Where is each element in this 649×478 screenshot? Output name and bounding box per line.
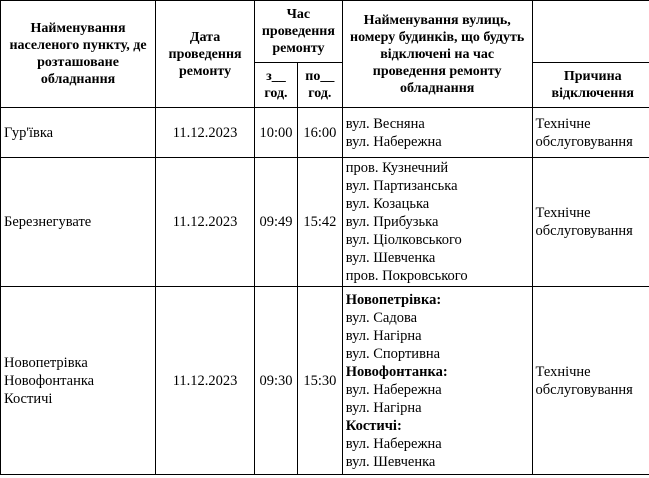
streets-cell bbox=[342, 158, 532, 287]
reason-cell bbox=[532, 158, 649, 287]
street-line: вул. Спортивна bbox=[345, 345, 441, 362]
table-row bbox=[1, 158, 649, 287]
reason-cell bbox=[532, 287, 649, 475]
settlement-line: Новопетрівка bbox=[4, 354, 88, 371]
header-time-to: по__ год. bbox=[297, 63, 342, 108]
reason-line: Технічне bbox=[535, 115, 591, 132]
settlement-subheading: Костичі: bbox=[345, 417, 402, 434]
header-time-group: Час проведення ремонту bbox=[255, 1, 343, 63]
street-line: пров. Покровського bbox=[345, 268, 468, 284]
time-from-cell: 09:30 bbox=[255, 287, 298, 475]
table-row bbox=[1, 287, 649, 475]
date-cell: 11.12.2023 bbox=[156, 158, 255, 287]
street-line: вул. Шевченка bbox=[345, 250, 436, 266]
header-reason: Причина відключення bbox=[532, 63, 649, 108]
time-from-cell: 09:49 bbox=[255, 158, 298, 287]
street-line: вул. Козацька bbox=[345, 196, 430, 212]
settlement-line: Костичі bbox=[4, 390, 53, 407]
streets-cell bbox=[342, 287, 532, 475]
table-body bbox=[1, 108, 649, 475]
time-to-cell: 15:30 bbox=[297, 287, 342, 475]
reason-cell bbox=[532, 108, 649, 158]
street-line: вул. Нагірна bbox=[345, 399, 422, 416]
settlement-subheading: Новофонтанка: bbox=[345, 363, 448, 380]
header-streets: Найменування вулиць, номеру будинків, що будуть відключені на час проведення ремонту обладнання bbox=[342, 1, 532, 108]
reason-line: Технічне bbox=[535, 205, 591, 221]
settlement-cell bbox=[1, 108, 156, 158]
date-cell: 11.12.2023 bbox=[156, 108, 255, 158]
street-line: вул. Набережна bbox=[345, 435, 442, 452]
street-line: вул. Ціолковського bbox=[345, 232, 462, 248]
settlement-cell bbox=[1, 158, 156, 287]
street-line: вул. Набережна bbox=[345, 381, 442, 398]
header-reason-spacer bbox=[532, 1, 649, 63]
header-settlement: Найменування населеного пункту, де розташоване обладнання bbox=[1, 1, 156, 108]
streets-cell bbox=[342, 108, 532, 158]
settlement-line: Новофонтанка bbox=[4, 372, 95, 389]
reason-line: обслуговування bbox=[535, 381, 633, 398]
header-date: Дата проведення ремонту bbox=[156, 1, 255, 108]
street-line: вул. Весняна bbox=[345, 115, 425, 132]
reason-line: обслуговування bbox=[535, 223, 633, 239]
street-line: пров. Кузнечний bbox=[345, 160, 449, 176]
table-row bbox=[1, 108, 649, 158]
settlement-subheading: Новопетрівка: bbox=[345, 291, 442, 308]
street-line: вул. Набережна bbox=[345, 133, 442, 150]
reason-line: обслуговування bbox=[535, 133, 633, 150]
settlement-cell bbox=[1, 287, 156, 475]
settlement-line: Березнегувате bbox=[4, 214, 92, 230]
street-line: вул. Прибузька bbox=[345, 214, 439, 230]
date-cell: 11.12.2023 bbox=[156, 287, 255, 475]
header-time-from: з__ год. bbox=[255, 63, 298, 108]
time-to-cell: 15:42 bbox=[297, 158, 342, 287]
street-line: вул. Шевченка bbox=[345, 453, 436, 470]
street-line: вул. Нагірна bbox=[345, 327, 422, 344]
time-from-cell: 10:00 bbox=[255, 108, 298, 158]
street-line: вул. Садова bbox=[345, 309, 418, 326]
street-line: вул. Партизанська bbox=[345, 178, 458, 194]
time-to-cell: 16:00 bbox=[297, 108, 342, 158]
settlement-line: Гур'ївка bbox=[4, 124, 54, 141]
reason-line: Технічне bbox=[535, 363, 591, 380]
